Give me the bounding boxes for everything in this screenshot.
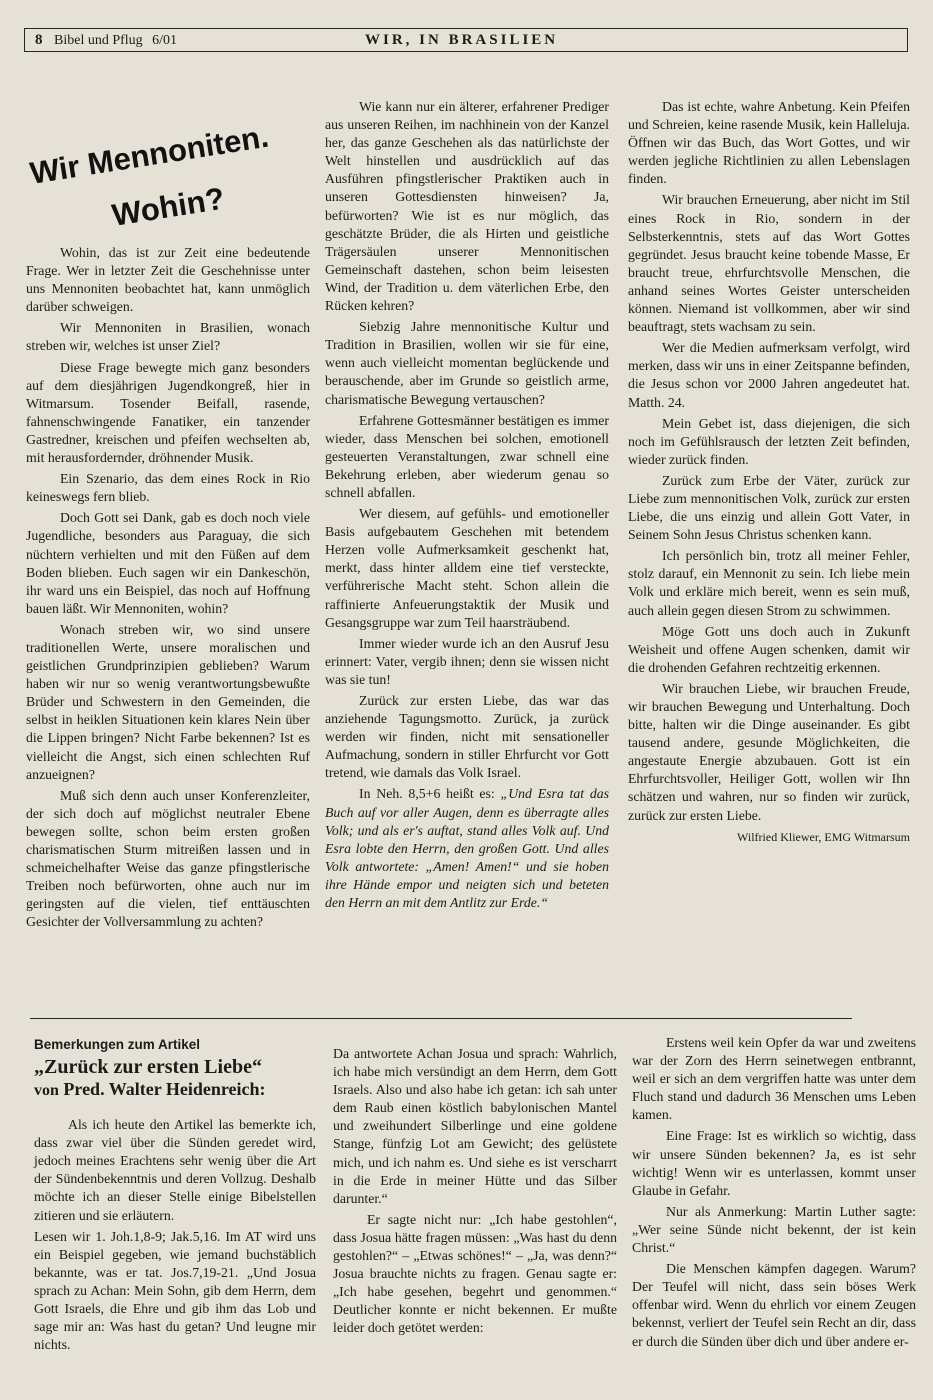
headline-line-2: Wohin? [109,180,227,233]
paragraph: Möge Gott uns doch auch in Zukunft Weisheit und offene Augen schenken, damit wir die drohenden Gefahren rechtzeitig erkennen. [628,623,910,675]
paragraph: Wir brauchen Erneuerung, aber nicht im Stil eines Rock in Rio, sondern in der Selbsterkenntnis, stets auf das Wort Gottes gegründet. Jesus braucht keine tobende Masse, Er braucht treue, ehrfurchtsvolle Menschen, die anhand seines Wortes Geister unterscheiden können. Niemand ist vollkommen, aber wir sind beauftragt, stets wachsam zu sein. [628,192,910,335]
paragraph: Wir brauchen Liebe, wir brauchen Freude, wir brauchen Bewegung und Unterhaltung. Doch bitte, halten wir die Dinge auseinander. Es gibt tausend andere, gesunde Möglichkeiten, die angestaute Energie abzubauen. Gott ist ein Ehrfurchtsvoller, Heiliger Gott, wollen wir Ihn schätzen und wahren, nur so finden wir zurück, zurück zur ersten Liebe. [628,680,910,823]
paragraph: Nur als Anmerkung: Martin Luther sagte: „Wer seine Sünde nicht bekennt, der ist kein Christ.“ [632,1203,916,1256]
author-signature: Wilfried Kliewer, EMG Witmarsum [737,829,910,844]
second-article-kicker: Bemerkungen zum Artikel [34,1037,201,1052]
paragraph: Zurück zur ersten Liebe, das war das anziehende Tagungsmotto. Zurück, ja zurück werden wir finden, nicht mit sensationeller Aufmachung, sondern in stiller Ehrfurcht vor Gott tretend, wie damals das Volk Israel. [325,693,609,781]
paragraph: Wonach streben wir, wo sind unsere traditionellen Werte, unsere moralischen und geistlichen Grundprinzipien geblieben? Warum haben wir nur so wenig verantwortungsbewußte Brüder und Schwestern in den Gemeinden, die selbst in heiklen Situationen kein klares Nein über die Lippen bringen? Nicht Farbe bekennen? Ist es vielleicht die Angst, sich einen schlechten Ruf anzueignen? [26,621,310,782]
paragraph: Muß sich denn auch unser Konferenzleiter, der sich doch auf möglichst neutraler Ebene bewegen sollte, schon beim ersten großen charismatischen Sturm mitreißen lassen und in schmeichelhafter Weise das ganze pfingstlerische Treiben noch befürworten, ohne auch nur im geringsten auf die vielen, tief enttäuschten Gesichter der Vollversammlung zu achten? [26,787,310,930]
paragraph: Wohin, das ist zur Zeit eine bedeutende Frage. Wer in letzter Zeit die Geschehnisse unter uns Mennoniten beobachtet hat, kann unmöglich darüber schweigen. [26,245,310,315]
section-divider [30,1018,852,1019]
page-number: 8 [35,31,43,48]
paragraph: Eine Frage: Ist es wirklich so wichtig, dass wir unsere Sünden bekennen? Ja, es ist sehr wichtig! Wenn wir es unterlassen, kommt unser Glaube in Gefahr. [632,1128,916,1198]
article-column-2 [325,98,609,915]
paragraph: Ein Szenario, das dem eines Rock in Rio keineswegs fern blieb. [26,471,310,505]
headline-line-1: Wir Mennoniten. [27,118,271,191]
paragraph: Das ist echte, wahre Anbetung. Kein Pfeifen und Schreien, keine rasende Musik, kein Halleluja. Öffnen wir das Buch, das Wort Gottes, und wir werden jegliche Richtlinien zu allen Lebenslagen finden. [628,99,910,187]
article-column-3 [628,98,910,849]
paragraph: Als ich heute den Artikel las bemerkte ich, dass zwar viel über die Sünden geredet wird, jedoch meines Erachtens sehr wenig über die Art der Sündenbekenntnis und deren Vollzug. Deshalb möchte ich an dieser Stelle einige Bibelstellen zitieren und sie erläutern. [34,1117,316,1223]
byline-name: Pred. Walter Heidenreich: [63,1079,266,1100]
second-article-title: „Zurück zur ersten Liebe“ [34,1056,262,1079]
issue-number: 6/01 [152,32,178,48]
paragraph: Wer die Medien aufmerksam verfolgt, wird merken, dass wir uns in einer Zeitspanne befinden, die Jesus schon vor 2000 Jahren angedeutet hat. Matth. 24. [628,340,910,410]
second-article-byline [34,1078,316,1102]
paragraph: Lesen wir 1. Joh.1,8-9; Jak.5,16. Im AT wird uns ein Beispiel gegeben, wie jemand buchstäblich bekannte, was er tat. Jos.7,19-21. „Und Josua sprach zu Achan: Mein Sohn, gib dem Herrn, dem Gott Israels, die Ehre und gib ihm das Lob und sage mir an: Was hast du getan? Und leugne mir nichts. [34,1228,316,1353]
paragraph: Da antwortete Achan Josua und sprach: Wahrlich, ich habe mich versündigt an dem Herrn, dem Gott Israels. Also und also habe ich getan: ich sah unter dem Raub einen köstlich babylonischen Mantel und zweihundert Silberlinge und eine goldene Stange, fünfzig Lot am Gewicht; des gelüstete mich, und ich nahm es. Und siehe es ist verscharrt in die Erde in meiner Hütte und das Silber darunter.“ [333,1046,617,1206]
paragraph: Erstens weil kein Opfer da war und zweitens war der Zorn des Herrn seinetwegen entbrannt, weil er sich an dem vergriffen hatte was unter dem Fluch stand und dadurch 36 Menschen ums Leben kamen. [632,1035,916,1123]
scripture-quote [325,785,609,912]
second-article-column-1 [34,1036,316,1357]
section-title: WIR, IN BRASILIEN [365,31,559,48]
paragraph: Wer diesem, auf gefühls- und emotioneller Basis aufgebautem Geschehen mit betendem Herzen volle Aufmerksamkeit geschenkt hat, merkt, dass hinter alldem eine tief versteckte, verführerische Macht steht. Schon allein die raffinierte Anfeuerungstaktik der Musik und Gesangsgruppe war zum Teil haarsträubend. [325,506,609,630]
paragraph: Zurück zum Erbe der Väter, zurück zur Liebe zum mennonitischen Volk, zurück zur ersten Liebe, die uns einzig und allein Gott Vater, in Seinem Sohn Jesus Christus schenken kann. [628,472,910,543]
paragraph: Er sagte nicht nur: „Ich habe gestohlen“, dass Josua hätte fragen müssen: „Was hast du denn gestohlen?“ – „Etwas schönes!“ – „Ja, was denn?“ Josua brauchte nichts zu fragen. Genau sagte er: „Ich habe gesehen, begehrt und genommen.“ Deutlicher konnte er nicht bekennen. Er mußte leider doch getötet werden: [333,1211,617,1336]
paragraph: Mein Gebet ist, dass diejenigen, die sich noch im Gefühlsrausch der letzten Zeit befinden, wieder zurück finden. [628,415,910,467]
paragraph: Siebzig Jahre mennonitische Kultur und Tradition in Brasilien, wollen wir sie für eine, wenn auch vielleicht momentan beglückende und berauschende, aber im Grunde so geistlich arme, charismatische Bewegung vertauschen? [325,319,609,407]
quote-text: „Und Esra tat das Buch auf vor aller Augen, denn es überragte alles Volk; und als er's auftat, stand alles Volk auf. Und Esra lobte den Herrn, den großen Gott. Und alles Volk antwortete: „Amen! Amen!“ und sie hoben ihre Hände empor und neigten sich und beteten den Herrn an mit dem Antlitz zur Erde.“ [325,786,609,911]
paragraph: Wie kann nur ein älterer, erfahrener Prediger aus unseren Reihen, im nachhinein von der Kanzel her, das ganze Geschehen als das natürlichste der Welt hinstellen und ausdrücklich auf das Ausführen pfingstlerischer Praktiken auch in unseren Gottesdiensten hinweisen? Ja, befürworten? Wie ist es nur möglich, das geschätzte Brüder, die als Hirten und geistliche Trägersäulen unserer Mennonitischen Gemeinschaft dastehen, schon beim leisesten Wind, der Tradition u. dem väterlichen Erbe, den Rücken kehren? [325,99,609,314]
article-column-1 [26,244,310,934]
paragraph: Ich persönlich bin, trotz all meiner Fehler, stolz darauf, ein Mennonit zu sein. Ich liebe mein Volk und erkläre mich bereit, wenn es sein muß, auch allein gegen diesen Strom zu schwimmen. [628,548,910,618]
paragraph: Diese Frage bewegte mich ganz besonders auf dem diesjährigen Jugendkongreß, hier in Witmarsum. Tosender Beifall, rasende, fahnenschwingende Fanatiker, ein tanzender Gastredner, kreischen und pfeifen wechselten ab, mit herausfordernder, dröhnender Musik. [26,359,310,466]
paragraph: Erfahrene Gottesmänner bestätigen es immer wieder, dass Menschen bei solchen, emotionell gesteuerten Veranstaltungen, zwar schnell eine Bekehrung erleben, aber wiederum genau so schnell abfallen. [325,412,609,500]
paragraph: Die Menschen kämpfen dagegen. Warum? Der Teufel will nicht, dass sein böses Werk offenbar wird. Wenn du ehrlich vor einem Zeugen bekennst, verliert der Teufel sein Recht an dir, dass er durch die Sünden über dich und über andere er- [632,1261,916,1349]
headline-graphic [22,102,314,242]
paragraph: Immer wieder wurde ich an den Ausruf Jesu erinnert: Vater, vergib ihnen; denn sie wissen nicht was sie tun! [325,635,609,687]
second-article-column-3 [632,1034,916,1354]
quote-intro: In Neh. 8,5+6 heißt es: [359,786,495,802]
paragraph: Doch Gott sei Dank, gab es doch noch viele Jugendliche, besonders aus Paraguay, die sich nüchtern verhielten und mit den Füßen auf dem Boden blieben. Euch sagen wir ein Dankeschön, ihr ward uns ein Beispiel, das noch auf Hoffnung bauen läßt. Wir Mennoniten, wohin? [26,510,310,616]
publication-name: Bibel und Pflug [54,32,143,48]
byline-prefix: von [34,1082,59,1100]
article-headline [22,102,314,242]
second-article-column-2 [333,1045,617,1341]
page-header [24,28,908,52]
folio [25,32,305,49]
paragraph: Wir Mennoniten in Brasilien, wonach streben wir, welches ist unser Ziel? [26,320,310,354]
